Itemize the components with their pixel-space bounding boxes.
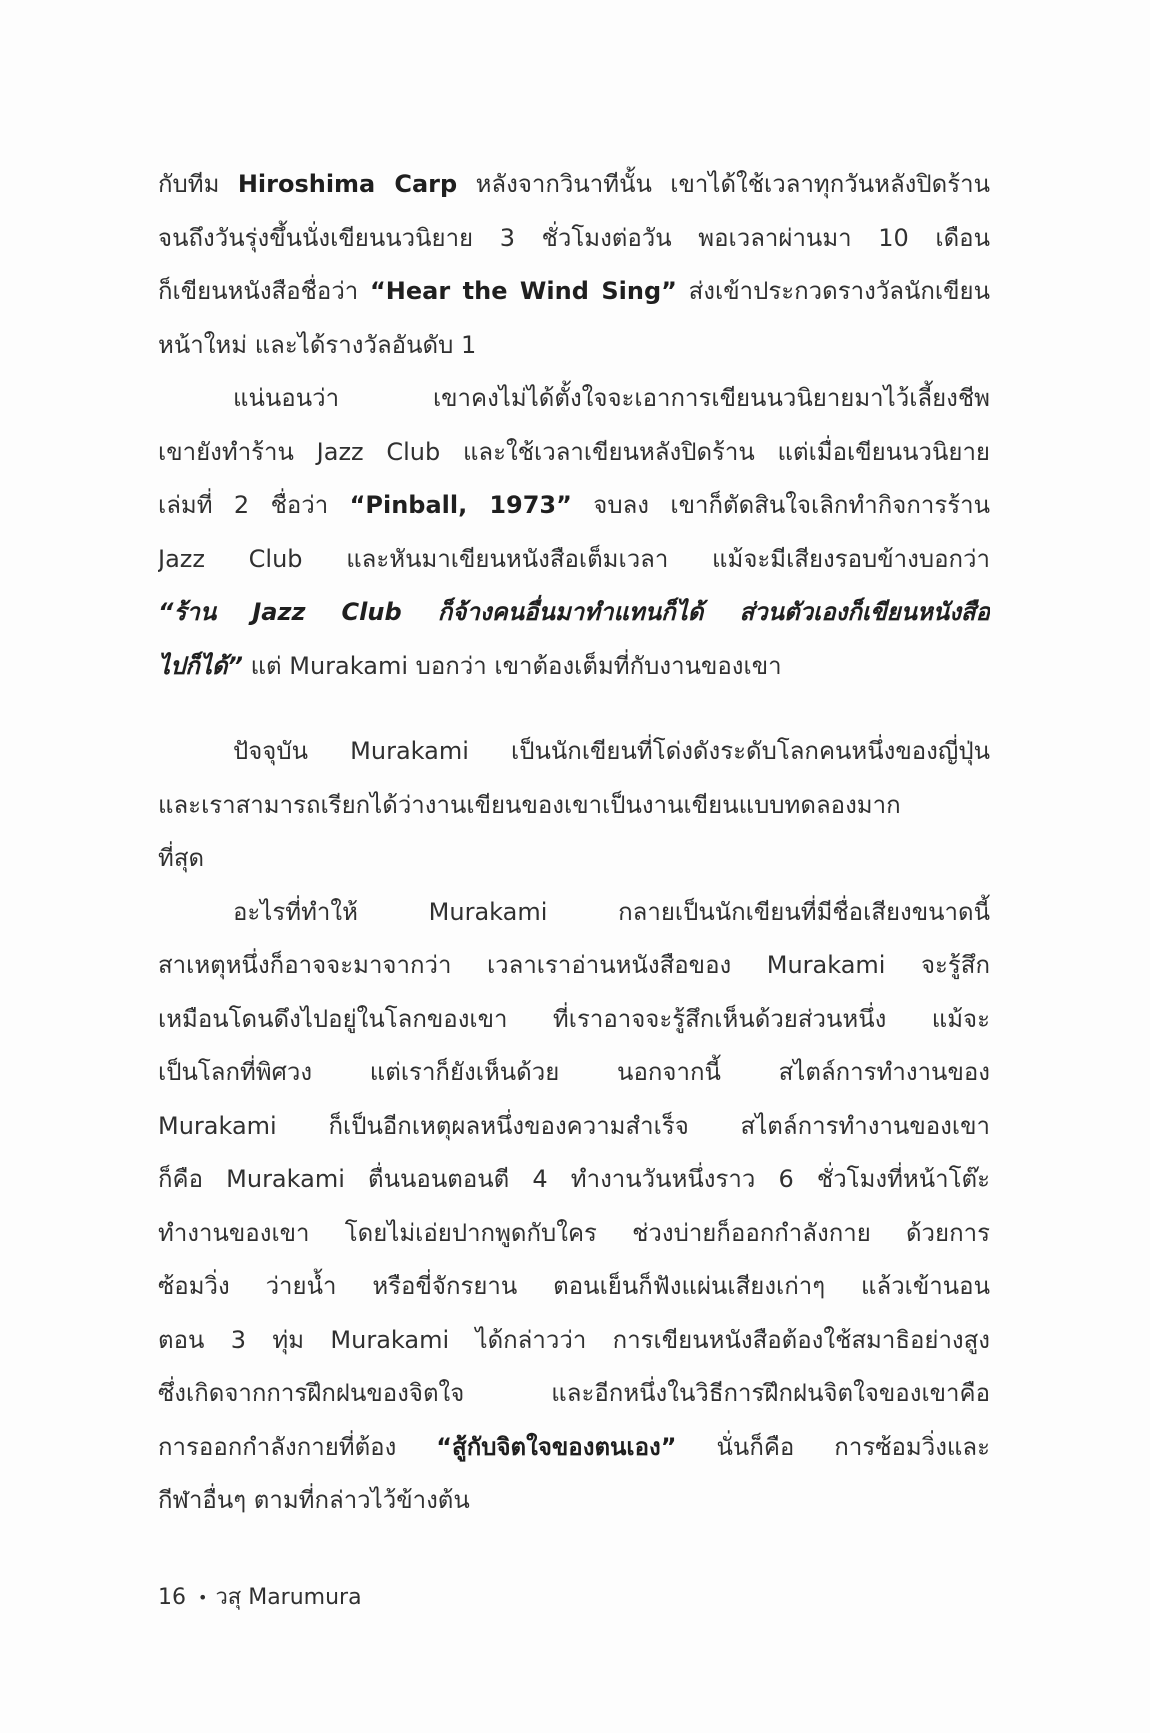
team-name: Hiroshima Carp bbox=[237, 170, 458, 198]
paragraph-4-line-2: สาเหตุหนึ่งก็อาจจะมาจากว่า เวลาเราอ่านหนังสือของ Murakami จะรู้สึก bbox=[158, 951, 990, 979]
page-footer bbox=[158, 1578, 362, 1618]
paragraph-3-line-2: และเราสามารถเรียกได้ว่างานเขียนของเขาเป็นงานเขียนแบบทดลองมาก bbox=[158, 790, 901, 819]
paragraph-2-line-3 bbox=[158, 479, 990, 533]
page-number: 16 bbox=[158, 1585, 186, 1610]
paragraph-4-line-4: เป็นโลกที่พิศวง แต่เราก็ยังเห็นด้วย นอกจากนี้ สไตล์การทำงานของ bbox=[158, 1058, 990, 1086]
paragraph-4-line-9: ตอน 3 ทุ่ม Murakami ได้กล่าวว่า การเขียนหนังสือต้องใช้สมาธิอย่างสูง bbox=[158, 1325, 990, 1354]
paragraph-4-line-1: อะไรที่ทำให้ Murakami กลายเป็นนักเขียนที่มีชื่อเสียงขนาดนี้ bbox=[233, 897, 990, 926]
paragraph-4-line-10: ซึ่งเกิดจากการฝึกฝนของจิตใจ และอีกหนึ่งในวิธีการฝึกฝนจิตใจของเขาคือ bbox=[158, 1379, 990, 1407]
text-block-bottom bbox=[158, 725, 990, 1528]
bullet-separator: • bbox=[198, 1588, 208, 1607]
paragraph-1-line-2: จนถึงวันรุ่งขึ้นนั่งเขียนนวนิยาย 3 ชั่วโมงต่อวัน พอเวลาผ่านมา 10 เดือน bbox=[158, 223, 990, 252]
quote-text: ไปก็ได้” bbox=[158, 651, 243, 680]
paragraph-2-line-2: เขายังทำร้าน Jazz Club และใช้เวลาเขียนหลังปิดร้าน แต่เมื่อเขียนนวนิยาย bbox=[158, 437, 990, 466]
paragraph-2-line-5 bbox=[158, 586, 990, 640]
paragraph-4-line-12: กีฬาอื่นๆ ตามที่กล่าวไว้ข้างต้น bbox=[158, 1486, 470, 1514]
text-run: เล่มที่ 2 ชื่อว่า bbox=[158, 491, 350, 519]
paragraph-1-line-3 bbox=[158, 265, 990, 319]
paragraph-4-line-3: เหมือนโดนดึงไปอยู่ในโลกของเขา ที่เราอาจจะรู้สึกเห็นด้วยส่วนหนึ่ง แม้จะ bbox=[158, 1004, 990, 1033]
text-run: ก็เขียนหนังสือชื่อว่า bbox=[158, 277, 371, 305]
text-run: กับทีม bbox=[158, 170, 238, 198]
paragraph-4-line-5: Murakami ก็เป็นอีกเหตุผลหนึ่งของความสำเร็จ สไตล์การทำงานของเขา bbox=[158, 1111, 990, 1140]
emphasis-quote: “สู้กับจิตใจของตนเอง” bbox=[436, 1432, 677, 1461]
paragraph-2-line-4: Jazz Club และหันมาเขียนหนังสือเต็มเวลา แม้จะมีเสียงรอบข้างบอกว่า bbox=[158, 544, 990, 573]
paragraph-4-line-7: ทำงานของเขา โดยไม่เอ่ยปากพูดกับใคร ช่วงบ่ายก็ออกกำลังกาย ด้วยการ bbox=[158, 1218, 990, 1247]
text-run: ส่งเข้าประกวดรางวัลนักเขียน bbox=[676, 277, 990, 305]
paragraph-4-line-11 bbox=[158, 1421, 990, 1475]
paragraph-2-line-1: แน่นอนว่า เขาคงไม่ได้ตั้งใจจะเอาการเขียนนวนิยายมาไว้เลี้ยงชีพ bbox=[233, 384, 990, 412]
book-title: “Pinball, 1973” bbox=[349, 491, 572, 519]
paragraph-4-line-8: ซ้อมวิ่ง ว่ายน้ำ หรือขี่จักรยาน ตอนเย็นก็ฟังแผ่นเสียงเก่าๆ แล้วเข้านอน bbox=[158, 1272, 990, 1300]
book-title: “Hear the Wind Sing” bbox=[370, 277, 677, 305]
paragraph-1-line-1 bbox=[158, 158, 990, 212]
text-run: จบลง เขาก็ตัดสินใจเลิกทำกิจการร้าน bbox=[571, 491, 990, 519]
paragraph-4-line-6: ก็คือ Murakami ตื่นนอนตอนตี 4 ทำงานวันหนึ่งราว 6 ชั่วโมงที่หน้าโต๊ะ bbox=[158, 1165, 990, 1193]
text-run: หลังจากวินาทีนั้น เขาได้ใช้เวลาทุกวันหลังปิดร้าน bbox=[457, 170, 990, 198]
text-run: นั่นก็คือ การซ้อมวิ่งและ bbox=[676, 1432, 990, 1461]
paragraph-3-line-3: ที่สุด bbox=[158, 844, 205, 872]
author-name: วสุ Marumura bbox=[215, 1585, 362, 1610]
paragraph-2-line-6 bbox=[158, 640, 990, 694]
paragraph-3-line-1: ปัจจุบัน Murakami เป็นนักเขียนที่โด่งดังระดับโลกคนหนึ่งของญี่ปุ่น bbox=[233, 737, 990, 765]
text-block-top bbox=[158, 158, 990, 693]
quote-text: “ร้าน Jazz Club ก็จ้างคนอื่นมาทำแทนก็ได้ ส่วนตัวเองก็เขียนหนังสือ bbox=[158, 598, 990, 626]
paragraph-1-line-4: หน้าใหม่ และได้รางวัลอันดับ 1 bbox=[158, 330, 477, 359]
text-run: แต่ Murakami บอกว่า เขาต้องเต็มที่กับงานของเขา bbox=[242, 651, 782, 680]
text-run: การออกกำลังกายที่ต้อง bbox=[158, 1432, 437, 1461]
